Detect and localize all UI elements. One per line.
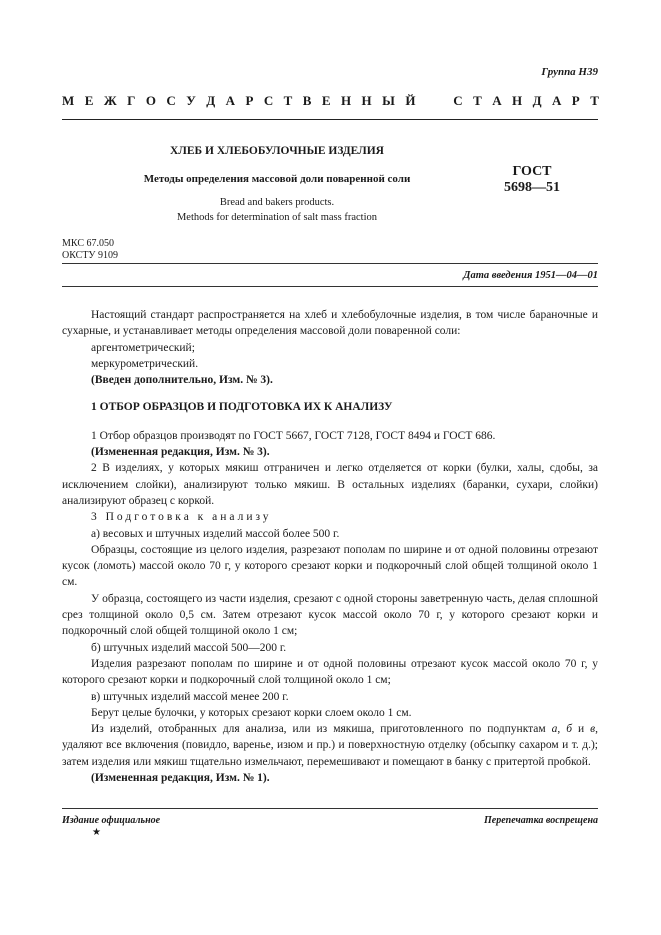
- heading-letter: Н: [512, 93, 523, 108]
- section-heading: 1 ОТБОР ОБРАЗЦОВ И ПОДГОТОВКА ИХ К АНАЛИЗУ: [91, 401, 393, 414]
- reprint-prohibited-note: Перепечатка воспрещена: [484, 815, 598, 826]
- date-rule: [62, 286, 598, 287]
- subclause-a: а) весовых и штучных изделий массой более 500 г.: [91, 527, 340, 540]
- heading-letter: Н: [340, 93, 352, 108]
- classification-codes: [62, 238, 118, 262]
- heading-letter: Ы: [382, 93, 395, 108]
- amendment-note: (Измененная редакция, Изм. № 3).: [91, 446, 270, 459]
- group-code: Группа Н39: [541, 66, 598, 78]
- document-title: ХЛЕБ И ХЛЕБОБУЛОЧНЫЕ ИЗДЕЛИЯ: [170, 145, 384, 157]
- method-item-1: аргентометрический;: [91, 341, 195, 354]
- document-subtitle: Методы определения массовой доли поваренной соли: [143, 173, 411, 185]
- heading-letter: Т: [283, 93, 293, 108]
- sep-and: и: [572, 723, 591, 736]
- okstu-code: ОКСТУ 9109: [62, 250, 119, 261]
- preparation-text-b: , удаляют все включения (повидло, варенье, изюм и пр.) и поверхностную отделку (обсыпку сахаром и т. д.); затем изделия или мякиш тщательно измельчают, перемешивают и помещают в банку с притертой пробкой.: [62, 723, 599, 768]
- method-item-2: меркурометрический.: [91, 357, 199, 370]
- heading-letter: Е: [321, 93, 331, 108]
- heading-letter: А: [225, 93, 235, 108]
- heading-letter: Д: [532, 93, 542, 108]
- subclause-a-text-1: Образцы, состоящие из целого изделия, разрезают пополам по ширине и от одной половины отрезают кусок (ломоть) массой около 70 г, у которого срезают корки и подкорочный слой общей толщиной около 1 см.: [62, 543, 598, 589]
- amendment-note: (Введен дополнительно, Изм. № 3).: [91, 374, 273, 387]
- official-edition-note: Издание официальное: [62, 815, 161, 826]
- subclause-v-text: Берут целые булочки, у которых срезают корки слоем около 1 см.: [91, 706, 412, 719]
- subclause-b: б) штучных изделий массой 500—200 г.: [91, 641, 287, 654]
- clause-3: 3 Подготовка к анализу: [91, 511, 272, 524]
- clause-1: 1 Отбор образцов производят по ГОСТ 5667, ГОСТ 7128, ГОСТ 8494 и ГОСТ 686.: [91, 429, 496, 442]
- heading-letter: Г: [127, 93, 136, 108]
- heading-letter: О: [145, 93, 156, 108]
- heading-letter: С: [453, 93, 463, 108]
- heading-letter: А: [492, 93, 502, 108]
- heading-letter: Д: [206, 93, 216, 108]
- subclause-b-text: Изделия разрезают пополам по ширине и от одной половины отрезают кусок массой около 70 г, у которого срезают корки и подкорочный слой толщиной около 1 см;: [62, 657, 598, 687]
- mks-code: МКС 67.050: [62, 238, 114, 249]
- gost-designation: [497, 164, 567, 196]
- standard-type-heading: [62, 93, 599, 109]
- heading-letter: С: [166, 93, 176, 108]
- heading-letter: Т: [590, 93, 599, 108]
- introduction-date: Дата введения 1951—04—01: [463, 270, 598, 281]
- heading-letter: С: [263, 93, 274, 108]
- heading-letter: [440, 93, 443, 109]
- preparation-text-a: Из изделий, отобранных для анализа, или из мякиша, приготовленного по подпунктам: [91, 723, 552, 736]
- heading-letter: Ж: [103, 93, 117, 108]
- heading-letter: В: [302, 93, 312, 108]
- intro-paragraph: Настоящий стандарт распространяется на хлеб и хлебобулочные изделия, в том числе бараночные и сухарные, и устанавливает методы определения массовой доли поваренной соли:: [62, 309, 598, 338]
- document-body: [62, 307, 598, 786]
- ref-b: б: [566, 723, 573, 736]
- gost-number: 5698—51: [504, 180, 560, 195]
- star-mark: ★: [92, 827, 101, 838]
- gost-label: ГОСТ: [512, 164, 552, 179]
- heading-letter: [426, 93, 429, 109]
- heading-letter: М: [62, 93, 75, 108]
- header-rule: [62, 119, 598, 120]
- heading-letter: Е: [84, 93, 94, 108]
- english-title-line2: Methods for determination of salt mass fraction: [176, 212, 378, 223]
- heading-letter: У: [186, 93, 196, 108]
- heading-letter: Р: [571, 93, 580, 108]
- heading-letter: Т: [473, 93, 482, 108]
- english-title-line1: Bread and bakers products.: [219, 197, 335, 208]
- heading-letter: А: [551, 93, 562, 108]
- heading-letter: Р: [245, 93, 254, 108]
- codes-rule: [62, 263, 598, 264]
- ref-v: в: [590, 723, 596, 736]
- ref-a: а: [551, 723, 558, 736]
- amendment-note: (Измененная редакция, Изм. № 1).: [91, 772, 270, 785]
- heading-letter: Н: [361, 93, 372, 108]
- preparation-paragraph: [62, 721, 598, 770]
- clause-2: 2 В изделиях, у которых мякиш отграничен и легко отделяется от корки (булки, халы, сдобы, за исключением слойки), анализируют только мякиш. В остальных изделиях (баранки, сухари, слойки) анализируют образец с коркой.: [62, 462, 598, 507]
- subclause-a-text-2: У образца, состоящего из части изделия, срезают с одной стороны заветренную часть, делая сплошной срез толщиной около 0,5 см. Затем отрезают кусок массой около 70 г, у которого срезают корки и подкорочный слой общей толщиной около 1 см;: [62, 592, 598, 638]
- subclause-v: в) штучных изделий массой менее 200 г.: [91, 690, 289, 703]
- heading-letter: Й: [405, 93, 416, 108]
- footer-rule: [62, 808, 598, 809]
- sep-comma: ,: [557, 723, 567, 736]
